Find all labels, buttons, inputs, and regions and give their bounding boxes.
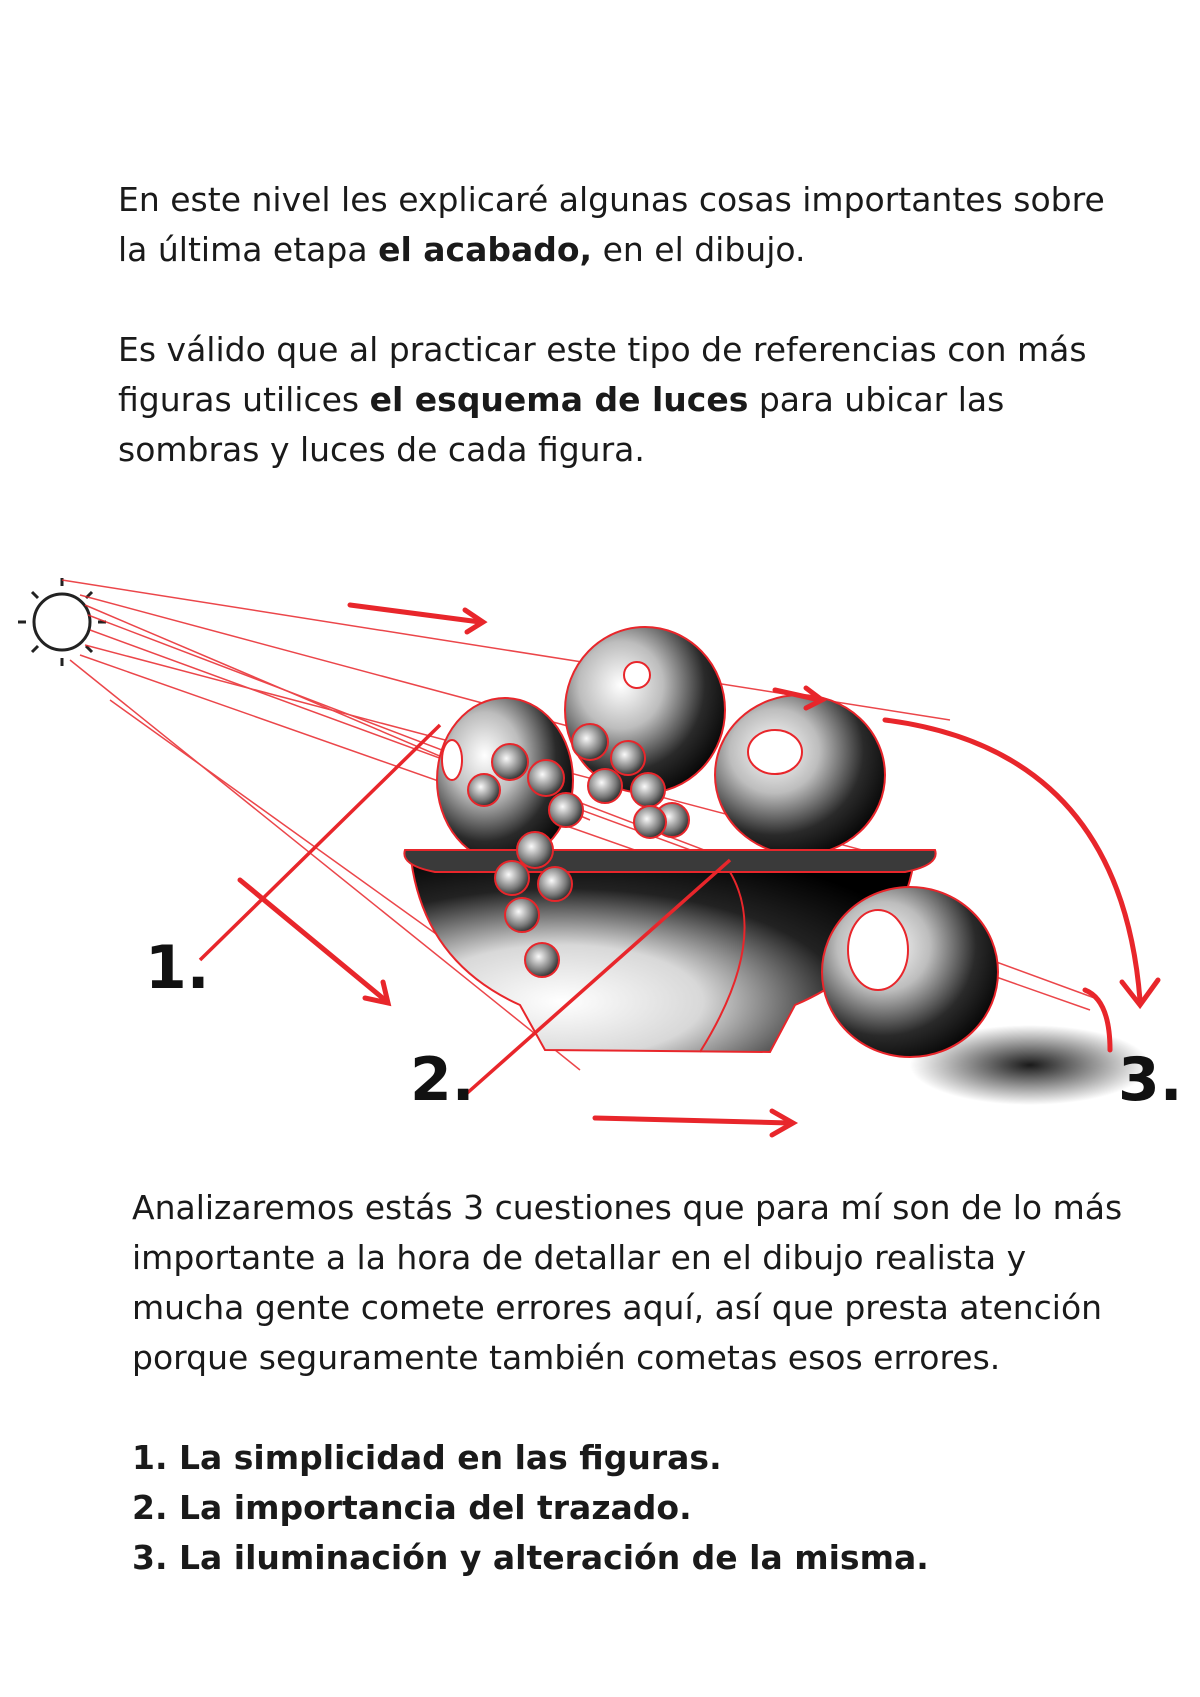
intro-paragraph-2 [118,325,1138,475]
intro2-text: Es válido que al practicar este tipo de referencias con más figuras utilices [118,330,1087,419]
intro-paragraph-1 [118,175,1118,275]
apple-front [822,887,998,1057]
intro-text-end: en el dibujo. [592,230,806,269]
still-life-illustration [0,560,1200,1160]
apple-top-highlight [624,662,650,688]
list-item: 2. La importancia del trazado. [132,1488,692,1527]
body-paragraph: Analizaremos estás 3 cuestiones que para mí son de lo más importante a la hora de detallar en el dibujo realista y mucha gente comete errores aquí, así que presta atención porque seguramente también cometas esos errores. [132,1188,1123,1377]
apple-top [565,627,725,793]
apple-front-highlight [848,910,908,990]
figure-label-2: 2. [410,1045,475,1115]
figure-label-1: 1. [145,933,210,1003]
list-item: 3. La iluminación y alteración de la misma. [132,1538,929,1577]
apple-left-highlight [442,740,462,780]
intro2-text-end: para ubicar las sombras y luces de cada figura. [118,380,1005,469]
key-points-list [132,1433,929,1583]
apple-right [715,695,885,855]
sun-icon [18,578,106,666]
intro-bold: el acabado, [378,230,593,269]
intro2-bold: el esquema de luces [369,380,749,419]
apple-right-highlight [748,730,802,774]
intro-text: En este nivel les explicaré algunas cosas importantes sobre la última etapa [118,180,1105,269]
list-item: 1. La simplicidad en las figuras. [132,1438,722,1477]
figure-label-3: 3. [1118,1045,1183,1115]
bowl-rim [404,850,935,872]
